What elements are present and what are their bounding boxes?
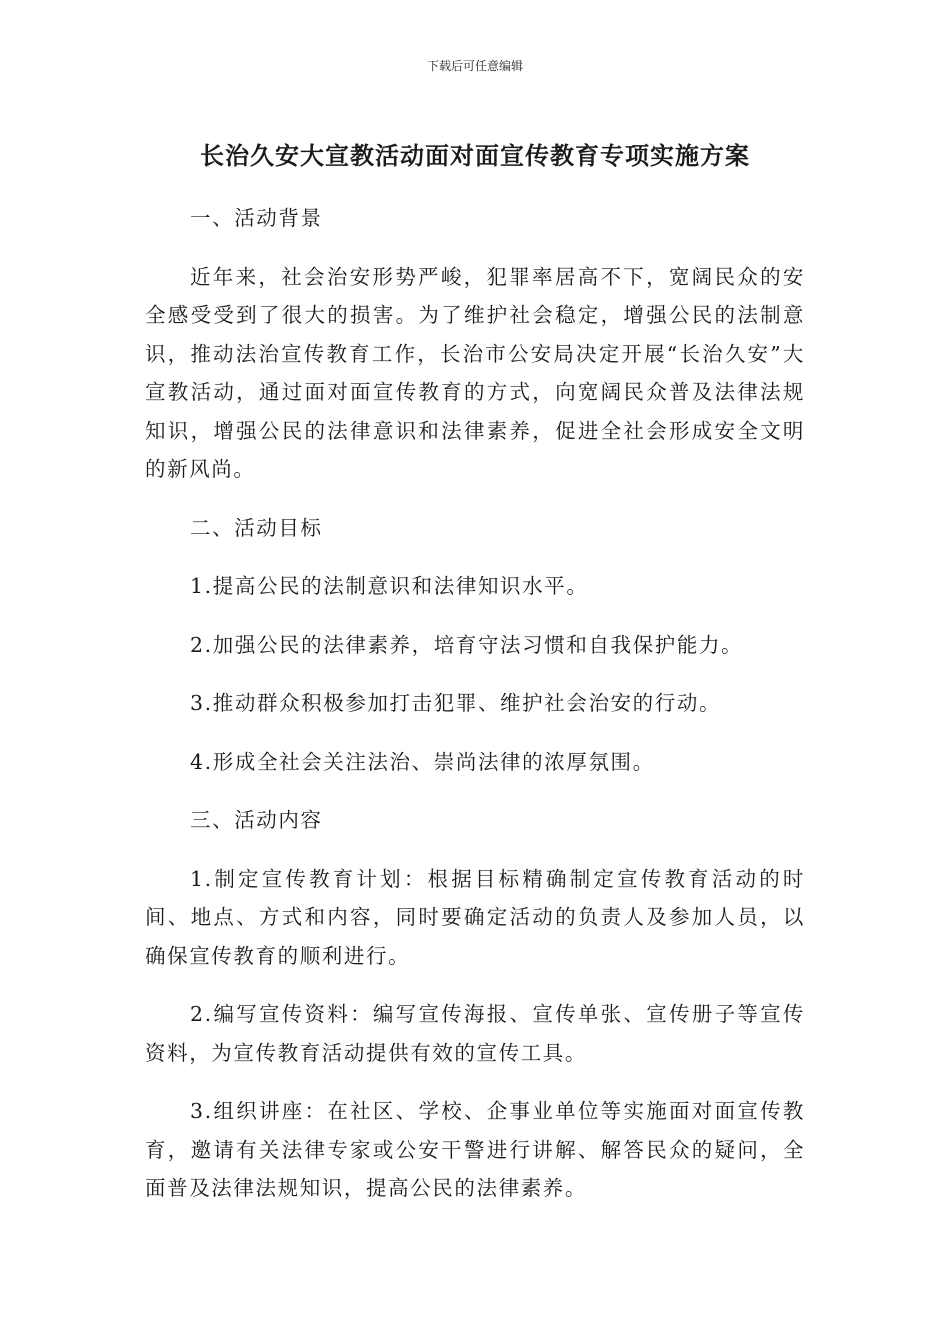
- document-title: 长治久安大宣教活动面对面宣传教育专项实施方案: [200, 142, 750, 170]
- section-heading-background: 一、活动背景: [190, 206, 323, 230]
- section-heading-content: 三、活动内容: [190, 808, 323, 832]
- goal-item: 4.形成全社会关注法治、崇尚法律的浓厚氛围。: [190, 749, 655, 774]
- goal-item: 3.推动群众积极参加打击犯罪、维护社会治安的行动。: [190, 691, 722, 715]
- goal-item: 1.提高公民的法制意识和法律知识水平。: [190, 574, 589, 598]
- document-body: [145, 199, 805, 1208]
- content-item: 2.编写宣传资料：编写宣传海报、宣传单张、宣传册子等宣传资料，为宣传教育活动提供有效的宣传工具。: [145, 1002, 805, 1065]
- background-paragraph: 近年来，社会治安形势严峻，犯罪率居高不下，宽阔民众的安全感受受到了很大的损害。为了维护社会稳定，增强公民的法制意识，推动法治宣传教育工作，长治市公安局决定开展“长治久安”大宣教活动，通过面对面宣传教育的方式，向宽阔民众普及法律法规知识，增强公民的法律意识和法律素养，促进全社会形成安全文明的新风尚。: [145, 264, 805, 481]
- content-item: 1.制定宣传教育计划：根据目标精确制定宣传教育活动的时间、地点、方式和内容，同时要确定活动的负责人及参加人员，以确保宣传教育的顺利进行。: [145, 866, 805, 968]
- section-heading-goals: 二、活动目标: [190, 515, 323, 540]
- content-item: 3.组织讲座：在社区、学校、企事业单位等实施面对面宣传教育，邀请有关法律专家或公安干警进行讲解、解答民众的疑问，全面普及法律法规知识，提高公民的法律素养。: [145, 1099, 805, 1200]
- goal-item: 2.加强公民的法律素养，培育守法习惯和自我保护能力。: [190, 632, 744, 657]
- page-header-note: 下载后可任意编辑: [426, 59, 523, 73]
